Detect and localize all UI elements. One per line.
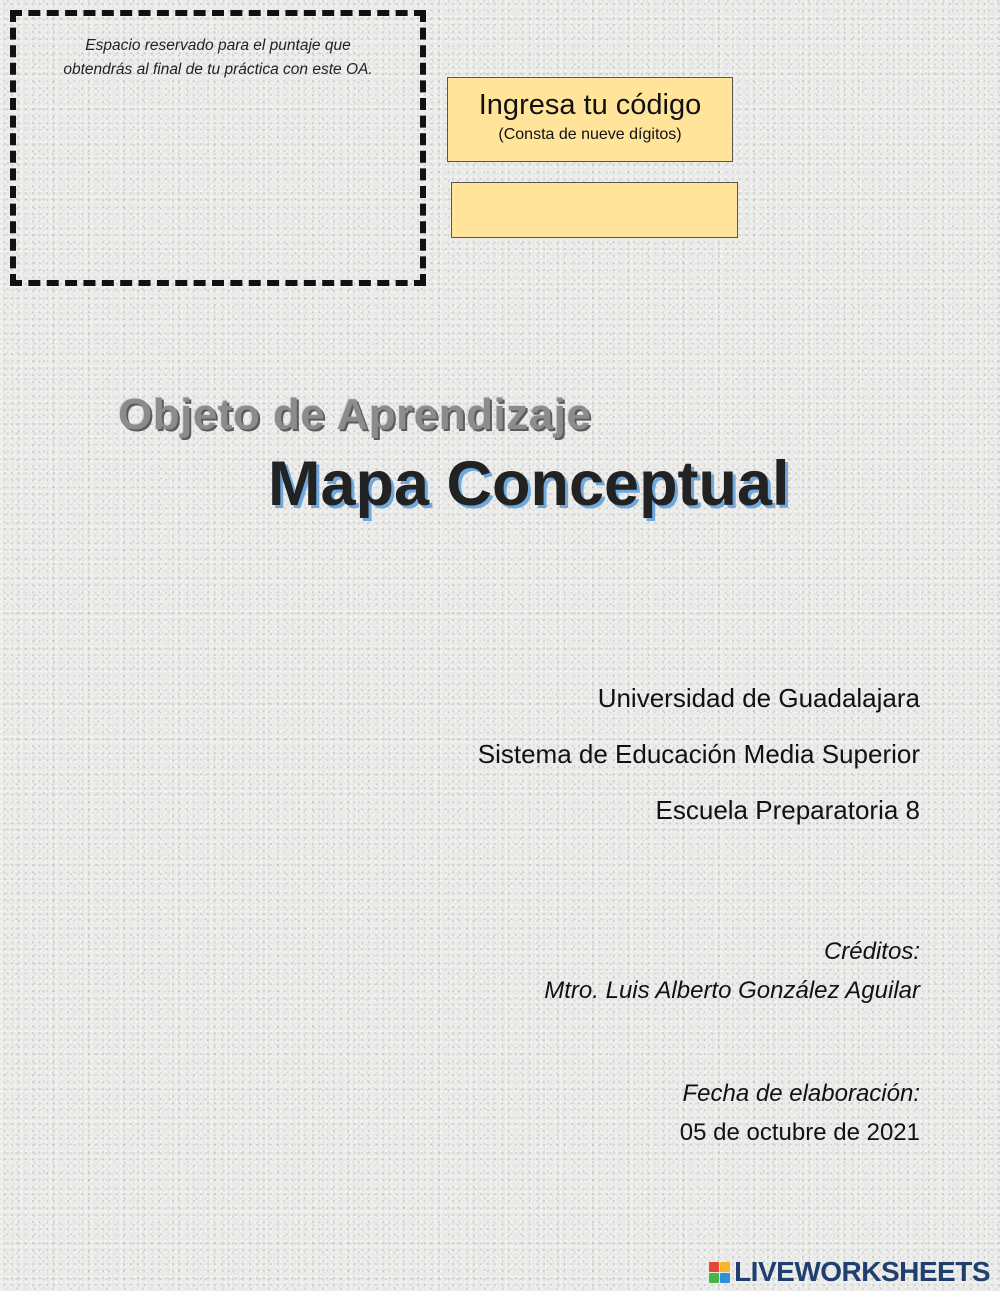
- logo-square-3: [709, 1273, 719, 1283]
- score-reserved-text: Espacio reservado para el puntaje que obtendrás al final de tu práctica con este OA.: [63, 37, 373, 78]
- logo-square-2: [720, 1262, 730, 1272]
- code-label-box: [447, 77, 733, 162]
- liveworksheets-logo[interactable]: [709, 1256, 990, 1288]
- code-subtitle: (Consta de nueve dígitos): [498, 126, 682, 143]
- liveworksheets-logo-text: LIVEWORKSHEETS: [734, 1256, 990, 1287]
- liveworksheets-logo-icon: [709, 1262, 730, 1283]
- code-title: Ingresa tu código: [478, 89, 702, 121]
- date-label: Fecha de elaboración:: [682, 1080, 920, 1107]
- code-input[interactable]: [451, 182, 738, 238]
- education-system-name: Sistema de Educación Media Superior: [477, 739, 920, 769]
- learning-object-subtitle: Objeto de Aprendizaje: [118, 390, 592, 439]
- logo-square-1: [709, 1262, 719, 1272]
- logo-square-4: [720, 1273, 730, 1283]
- credits-name: Mtro. Luis Alberto González Aguilar: [544, 977, 920, 1004]
- main-title: Mapa Conceptual: [268, 449, 790, 519]
- score-reserved-area: [10, 10, 426, 286]
- credits-label: Créditos:: [823, 938, 920, 965]
- school-name: Escuela Preparatoria 8: [655, 795, 920, 825]
- university-name: Universidad de Guadalajara: [597, 683, 920, 713]
- date-value: 05 de octubre de 2021: [679, 1119, 920, 1146]
